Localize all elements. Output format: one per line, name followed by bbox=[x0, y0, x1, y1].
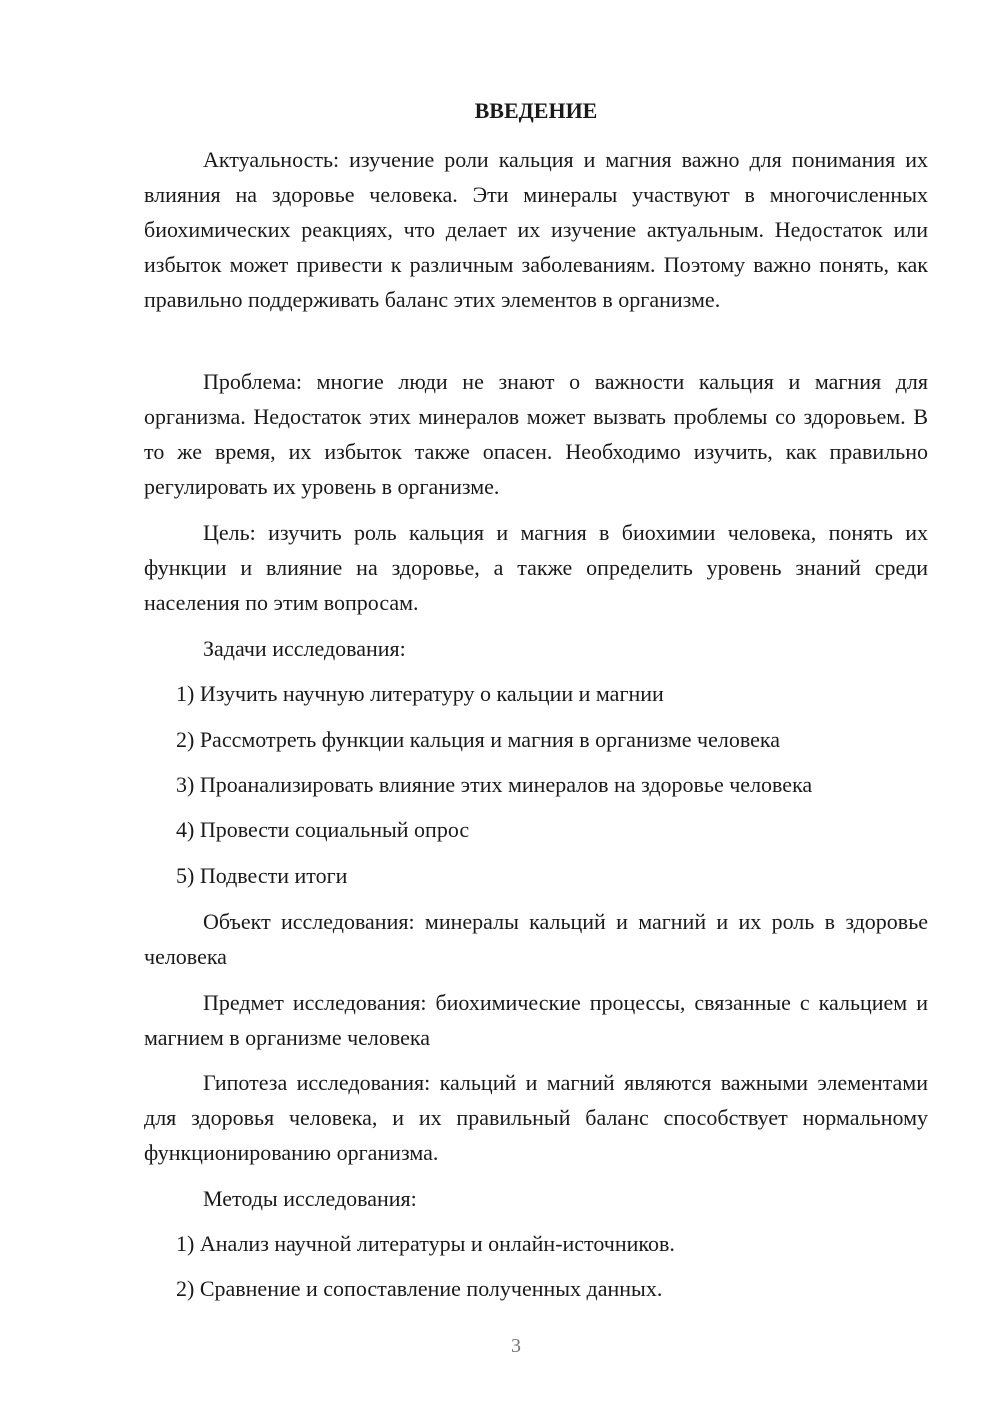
paragraph-hypothesis: Гипотеза исследования: кальций и магний являются важными элементами для здоровья человека, и их правильный баланс способствует нормальному функционированию организма. bbox=[144, 1070, 928, 1165]
list-item: 2) Сравнение и сопоставление полученных данных. bbox=[176, 1276, 663, 1301]
page-title: ВВЕДЕНИЕ bbox=[474, 98, 598, 123]
paragraph-relevance: Актуальность: изучение роли кальция и магния важно для понимания их влияния на здоровье человека. Эти минералы участвуют в многочисленных биохимических реакциях, что делает их изучение актуальным. Недостаток или избыток может привести к различным заболеваниям. Поэтому важно понять, как правильно поддерживать баланс этих элементов в организме. bbox=[144, 147, 928, 312]
list-item: 1) Изучить научную литературу о кальции и магнии bbox=[176, 681, 664, 706]
paragraph-problem: Проблема: многие люди не знают о важности кальция и магния для организма. Недостаток этих минералов может вызвать проблемы со здоровьем. В то же время, их избыток также опасен. Необходимо изучить, как правильно регулировать их уровень в организме. bbox=[144, 369, 928, 499]
list-item: 1) Анализ научной литературы и онлайн-источников. bbox=[176, 1231, 675, 1256]
document-page bbox=[144, 0, 928, 1414]
list-item: 5) Подвести итоги bbox=[176, 863, 348, 888]
paragraph-goal: Цель: изучить роль кальция и магния в биохимии человека, понять их функции и влияние на здоровье, а также определить уровень знаний среди населения по этим вопросам. bbox=[144, 520, 928, 615]
list-item: 2) Рассмотреть функции кальция и магния в организме человека bbox=[176, 727, 781, 752]
methods-heading: Методы исследования: bbox=[203, 1186, 417, 1211]
tasks-heading: Задачи исследования: bbox=[203, 636, 406, 661]
paragraph-subject: Предмет исследования: биохимические процессы, связанные с кальцием и магнием в организме человека bbox=[144, 990, 928, 1050]
page-number: 3 bbox=[511, 1335, 521, 1357]
list-item: 3) Проанализировать влияние этих минералов на здоровье человека bbox=[176, 772, 813, 797]
list-item: 4) Провести социальный опрос bbox=[176, 817, 470, 842]
paragraph-object: Объект исследования: минералы кальций и магний и их роль в здоровье человека bbox=[144, 909, 928, 969]
